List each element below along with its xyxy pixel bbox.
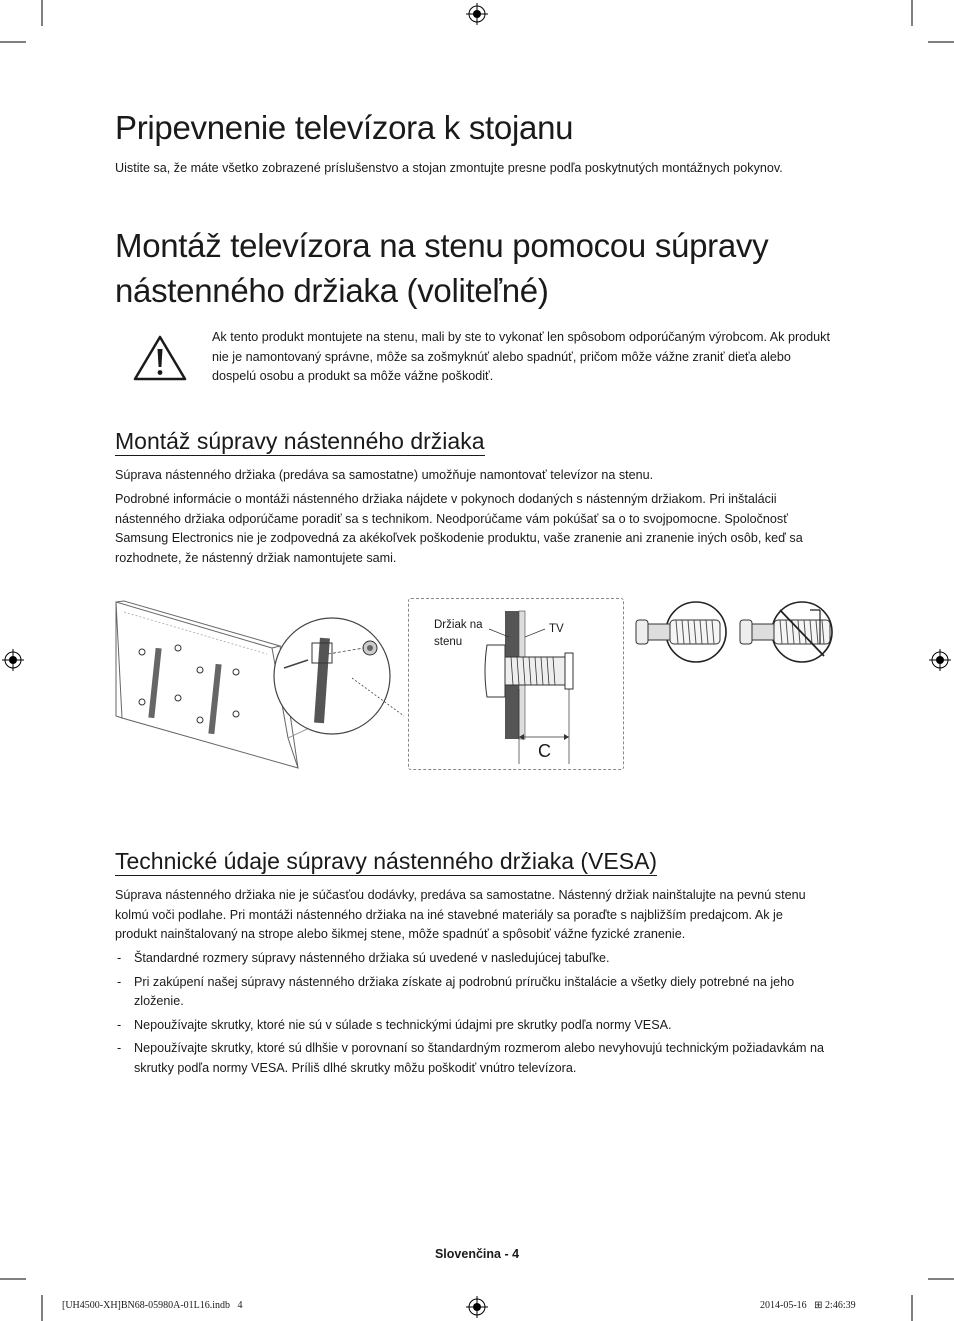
intro-stand-text: Uistite sa, že máte všetko zobrazené príslušenstvo a stojan zmontujte presne podľa poskytnutých montážnych pokynov. (115, 161, 783, 175)
list-item: - Pri zakúpení našej súpravy nástenného držiaka získate aj podrobnú príručku inštalácie a všetky diely potrebné na jeho zloženie. (115, 973, 840, 1012)
page-title-stand: Pripevnenie televízora k stojanu (115, 109, 574, 146)
footer-file-info: [UH4500-XH]BN68-05980A-01L16.indb 4 (62, 1300, 243, 1311)
page-number: Slovenčina - 4 (434, 1247, 520, 1261)
label-tv: TV (549, 623, 564, 635)
registration-mark-icon (929, 649, 951, 671)
screw-correct-icon (634, 600, 734, 666)
section-vesa-p1: Súprava nástenného držiaka nie je súčasťou dodávky, predáva sa samostatne. Nástenný držiak nainštalujte na pevnú stenu kolmú voči podlahe. Pri montáži nástenného držiaka na iné stavebné materiály sa poraďte s najbližším predajcom. Ak je produkt nainštalovaný na strope alebo šikmej stene, môže spadnúť a spôsobiť vážne fyzické zranenie. (115, 888, 806, 941)
warning-icon (132, 334, 188, 382)
screw-incorrect-icon (738, 600, 838, 666)
footer-date-info: 2014-05-16 ⊞ 2:46:39 (760, 1300, 856, 1311)
label-wall-bracket-line2: stenu (434, 636, 463, 648)
section-heading-vesa: Technické údaje súpravy nástenného držiaka (VESA) (115, 848, 658, 874)
label-c: C (538, 741, 551, 761)
vesa-bullet-list (115, 949, 840, 1082)
registration-mark-icon (466, 1296, 488, 1318)
screw-section-drawing (409, 599, 623, 769)
screw-cross-section-panel (408, 598, 624, 770)
page-title-wall-line2: nástenného držiaka (voliteľné) (115, 272, 549, 309)
list-item: - Nepoužívajte skrutky, ktoré nie sú v súlade s technickými údajmi pre skrutky podľa normy VESA. (115, 1016, 840, 1036)
label-wall-bracket-line1: Držiak na (434, 619, 483, 631)
list-item: - Štandardné rozmery súpravy nástenného držiaka sú uvedené v nasledujúcej tabuľke. (115, 949, 840, 969)
section-kit-p2: Podrobné informácie o montáži nástenného držiaka nájdete v pokynoch dodaných s nástenným držiakom. Pri inštalácii nástenného držiaka odporúčame poradiť sa s technikom. Neodporúčame vám pokúšať sa o to svojpomocne. Spoločnosť Samsung Electronics nie je zodpovedná za akékoľvek poškodenie produktu, vaše zranenie ani zranenie iných osôb, keď sa rozhodnete, že nástenný držiak namontujete sami. (115, 492, 803, 565)
page-title-wall-line1: Montáž televízora na stenu pomocou súpravy (115, 227, 769, 264)
warning-text: Ak tento produkt montujete na stenu, mali by ste to vykonať len spôsobom odporúčaným výrobcom. Ak produkt nie je namontovaný správne, môže sa zošmyknúť alebo spadnúť, pričom môže vážne zraniť dieťa alebo dospelú osobu a produkt sa môže vážne poškodiť. (212, 330, 830, 383)
page-title-wall (115, 226, 855, 311)
section-heading-kit: Montáž súpravy nástenného držiaka (115, 428, 485, 454)
section-kit-p1: Súprava nástenného držiaka (predáva sa samostatne) umožňuje namontovať televízor na stenu. (115, 468, 654, 482)
registration-mark-icon (2, 649, 24, 671)
list-item: - Nepoužívajte skrutky, ktoré sú dlhšie v porovnaní so štandardným rozmerom alebo nevyhovujú technickým požiadavkám na skrutky podľa normy VESA. Príliš dlhé skrutky môžu poškodiť vnútro televízora. (115, 1039, 840, 1078)
registration-mark-icon (466, 3, 488, 25)
tv-back-illustration (112, 598, 412, 773)
